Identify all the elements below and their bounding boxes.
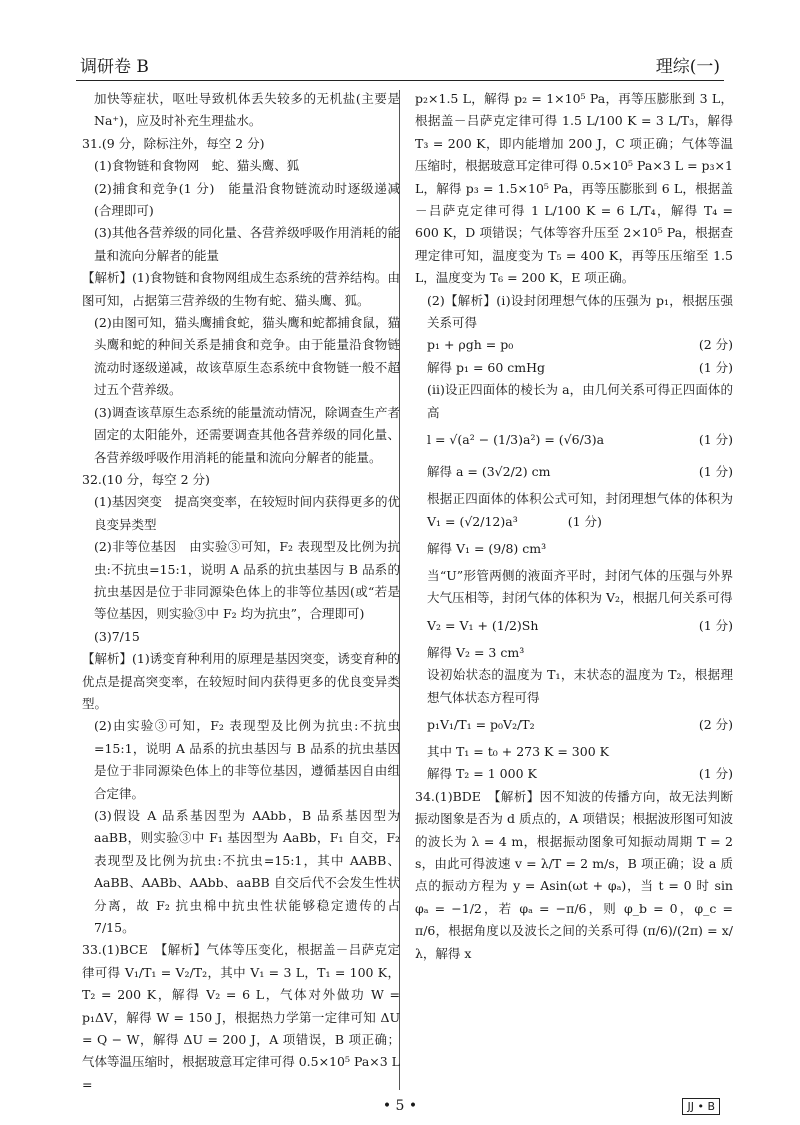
equation-line (415, 456, 733, 488)
answer-paragraph: (3)7/15 (94, 628, 140, 644)
equation-text: 解得 T₂ = 1 000 K (427, 766, 537, 782)
answer-paragraph: 加快等症状，呕吐导致机体丢失较多的无机盐(主要是 Na⁺)，应及时补充生理盐水。 (94, 91, 400, 129)
equation-text: 解得 V₂ = 3 cm³ (427, 644, 525, 660)
answer-paragraph: 31.(9 分，除标注外，每空 2 分) (82, 135, 265, 151)
answer-paragraph: (ⅱ)设正四面体的棱长为 a，由几何关系可得正四面体的高 (427, 382, 733, 420)
answer-paragraph: 【解析】(1)诱变育种利用的原理是基因突变，诱变育种的优点是提高突变率，在较短时间内获得更多的优良变异类型。 (82, 651, 400, 711)
equation-line (415, 424, 733, 456)
answer-paragraph: 34.(1)BDE 【解析】因不知波的传播方向，故无法判断振动图象是否为 d 质点的，A 项错误；根据波形图可知波的波长为 λ = 4 m，根据振动图象可知振动周期 T = 2 s，由此可得波速 v = λ/T = 2 m/s，B 项正确；设 a 质点的振动方程为 y = Asin(ωt + φₐ)，当 t = 0 时 sin φₐ = −1/2，若 φₐ = −π/6，则 φ_b = 0，φ_c = π/6，根据角度以及波长之间的关系可得 (π/6)/(2π) = x/λ，解得 x (415, 788, 733, 961)
answer-paragraph: 【解析】(1)食物链和食物网组成生态系统的营养结构。由图可知，占据第三营养级的生物有蛇、猫头鹰、狐。 (82, 270, 400, 308)
header-right-title: 理综(一) (655, 57, 720, 77)
score-mark: (1 分) (698, 766, 733, 782)
equation-line (415, 610, 733, 642)
score-mark: (2 分) (698, 716, 733, 732)
answer-paragraph: (1)基因突变 提高突变率，在较短时间内获得更多的优良变异类型 (94, 494, 400, 532)
equation-line (415, 334, 733, 356)
equation-text: 解得 p₁ = 60 cmHg (427, 359, 546, 375)
answer-paragraph: 32.(10 分，每空 2 分) (82, 471, 210, 487)
score-mark: (1 分) (698, 464, 733, 480)
equation-text: l = √(a² − (1/3)a²) = (√6/3)a (427, 432, 605, 448)
equation-line (415, 741, 733, 763)
header-rule (76, 80, 724, 81)
answer-paragraph: (2)非等位基因 由实验③可知，F₂ 表现型及比例为抗虫:不抗虫=15:1，说明 A 品系的抗虫基因与 B 品系的抗虫基因是位于非同源染色体上的非等位基因(或“若是等位基因，则实验③中 F₂ 均为抗虫”，合理即可) (94, 539, 400, 622)
answer-paragraph: (2)由图可知，猫头鹰捕食蛇，猫头鹰和蛇都捕食鼠，猫头鹰和蛇的种间关系是捕食和竞争。由于能量沿食物链流动时逐级递减，故该草原生态系统中食物链一般不超过五个营养级。 (94, 315, 400, 398)
answer-paragraph: 当“U”形管两侧的液面齐平时，封闭气体的压强与外界大气压相等，封闭气体的体积为 V₂，根据几何关系可得 (427, 567, 733, 606)
equation-text: p₁ + ρgh = p₀ (427, 337, 514, 353)
answer-paragraph: 设初始状态的温度为 T₁，末状态的温度为 T₂，根据理想气体状态方程可得 (427, 667, 733, 705)
equation-line (415, 533, 733, 565)
equation-line (415, 642, 733, 664)
equation-line (415, 709, 733, 741)
answer-paragraph: (3)其他各营养级的同化量、各营养级呼吸作用消耗的能量和流向分解者的能量 (94, 225, 400, 263)
answer-paragraph: (2)由实验③可知，F₂ 表现型及比例为抗虫:不抗虫=15:1，说明 A 品系的抗虫基因与 B 品系的抗虫基因是位于非同源染色体上的非等位基因，遵循基因自由组合定律。 (94, 718, 400, 801)
answer-paragraph: 根据正四面体的体积公式可知，封闭理想气体的体积为 V₁ = (√2/12)a³ (1 分) (427, 491, 733, 529)
equation-text: 解得 a = (3√2/2) cm (427, 464, 551, 480)
answer-paragraph: (2)【解析】(ⅰ)设封闭理想气体的压强为 p₁，根据压强关系可得 (427, 292, 733, 331)
answer-paragraph: p₂×1.5 L，解得 p₂ = 1×10⁵ Pa，再等压膨胀到 3 L，根据盖－吕萨克定律可得 1.5 L/100 K = 3 L/T₃，解得 T₃ = 200 K，即内能增加 200 J，C 项正确；气体等温压缩时，根据玻意耳定律可得 0.5×10⁵ Pa×3 L = p₃×1 L，解得 p₃ = 1.5×10⁵ Pa，再等压膨胀到 6 L，根据盖－吕萨克定律可得 1 L/100 K = 6 L/T₄，解得 T₄ = 600 K，D 项错误；气体等容升压至 2×10⁵ Pa，根据查理定律可知，温度变为 T₅ = 400 K，再等压压缩至 1.5 L，温度变为 T₆ = 200 K，E 项正确。 (415, 91, 733, 286)
right-column (415, 88, 733, 965)
equation-line (415, 763, 733, 785)
equation-text: V₂ = V₁ + (1/2)Sh (427, 617, 539, 633)
equation-line (415, 357, 733, 379)
answer-paragraph: 33.(1)BCE 【解析】气体等压变化，根据盖－吕萨克定律可得 V₁/T₁ = V₂/T₂，其中 V₁ = 3 L，T₁ = 100 K，T₂ = 200 K，解得 V₂ = 6 L，气体对外做功 W = p₁ΔV，解得 W = 150 J，根据热力学第一定律可知 ΔU = Q − W，解得 ΔU = 200 J，A 项错误，B 项正确；气体等温压缩时，根据玻意耳定律可得 0.5×10⁵ Pa×3 L = (82, 942, 400, 1092)
answer-paragraph: (1)食物链和食物网 蛇、猫头鹰、狐 (94, 158, 300, 174)
page-number: • 5 • (382, 1098, 418, 1114)
equation-text: 解得 V₁ = (9/8) cm³ (427, 540, 547, 556)
answer-paragraph: (3)假设 A 品系基因型为 AAbb，B 品系基因型为 aaBB，则实验③中 F₁ 基因型为 AaBb，F₁ 自交，F₂ 表现型及比例为抗虫:不抗虫=15:1，其中 AABB、AaBB、AABb、AAbb、aaBB 自交后代不会发生性状分离，故 F₂ 抗虫棉中抗虫性状能够稳定遗传的占 7/15。 (94, 808, 400, 936)
score-mark: (1 分) (698, 617, 733, 633)
score-mark: (1 分) (698, 432, 733, 448)
left-column (82, 88, 400, 1096)
header-left-title: 调研卷 B (80, 57, 149, 77)
equation-text: p₁V₁/T₁ = p₀V₂/T₂ (427, 716, 535, 732)
score-mark: (1 分) (698, 359, 733, 375)
answer-paragraph: (3)调查该草原生态系统的能量流动情况，除调查生产者固定的太阳能外，还需要调查其他各营养级的同化量、各营养级呼吸作用消耗的能量和流向分解者的能量。 (94, 404, 400, 465)
equation-text: 其中 T₁ = t₀ + 273 K = 300 K (427, 743, 609, 759)
answer-paragraph: (2)捕食和竞争(1 分) 能量沿食物链流动时逐级递减(合理即可) (94, 180, 400, 219)
paper-badge: JJ • B (682, 1098, 720, 1115)
score-mark: (2 分) (698, 337, 733, 353)
